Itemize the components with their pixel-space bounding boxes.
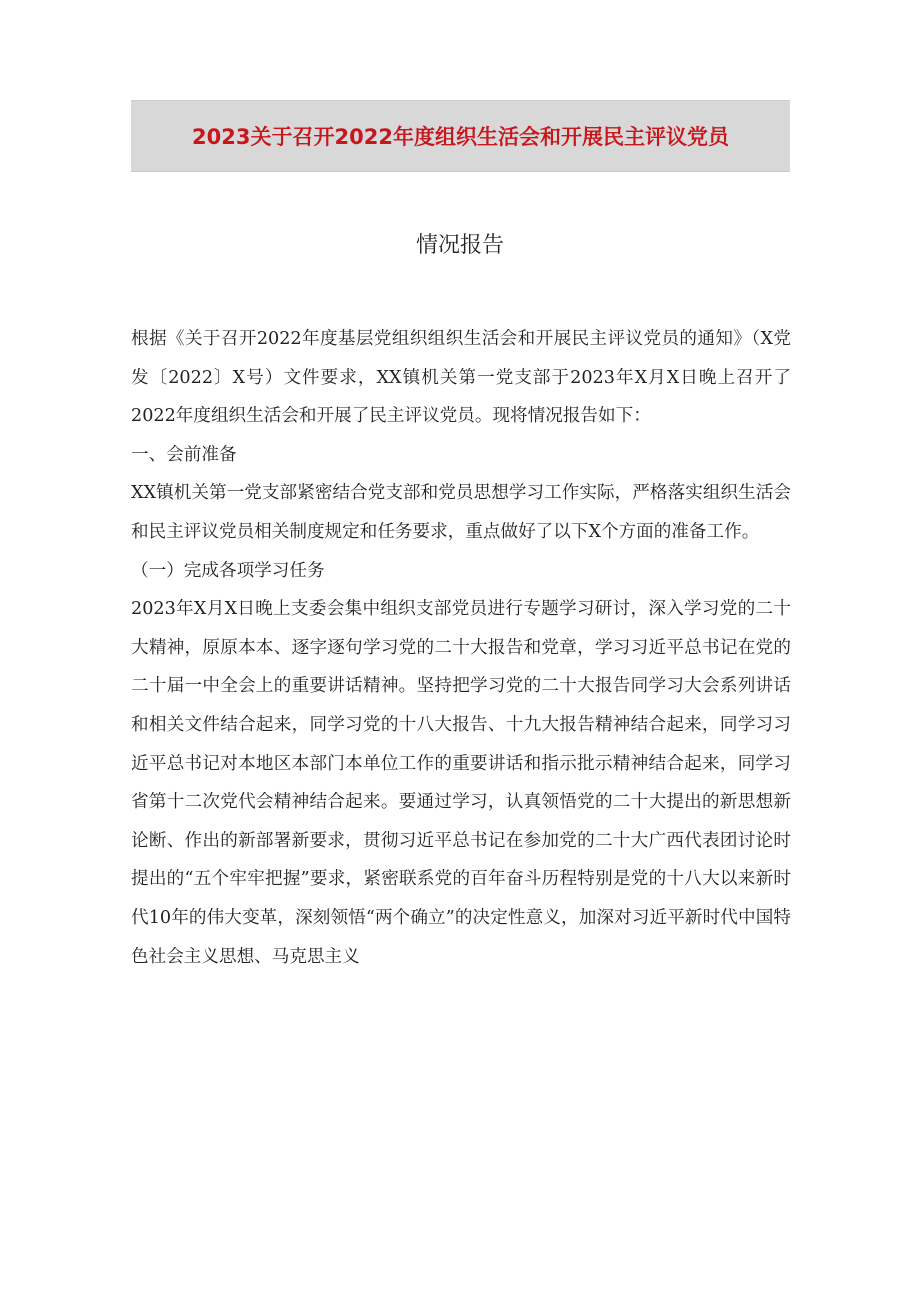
title-banner <box>131 100 790 172</box>
section-heading-preparation: 一、会前准备 <box>131 444 237 465</box>
subsection-heading-study: （一）完成各项学习任务 <box>131 560 325 581</box>
document-title: 2023关于召开2022年度组织生活会和开展民主评议党员 <box>192 125 729 149</box>
paragraph-study: 2023年X月X日晚上支委会集中组织支部党员进行专题学习研讨，深入学习党的二十大精神，原原本本、逐字逐句学习党的二十大报告和党章，学习习近平总书记在党的二十届一中全会上的重要讲话精神。坚持把学习党的二十大报告同学习大会系列讲话和相关文件结合起来，同学习党的十八大报告、十九大报告精神结合起来，同学习习近平总书记对本地区本部门本单位工作的重要讲话和指示批示精神结合起来，同学习省第十二次党代会精神结合起来。要通过学习，认真领悟党的二十大提出的新思想新论断、作出的新部署新要求，贯彻习近平总书记在参加党的二十大广西代表团讨论时提出的“五个牢牢把握”要求，紧密联系党的百年奋斗历程特别是党的十八大以来新时代10年的伟大变革，深刻领悟“两个确立”的决定性意义，加深对习近平新时代中国特色社会主义思想、马克思主义 <box>131 599 791 967</box>
document-subtitle: 情况报告 <box>415 233 504 258</box>
paragraph-intro: 根据《关于召开2022年度基层党组织组织生活会和开展民主评议党员的通知》（X党发〔2022〕X号）文件要求，XX镇机关第一党支部于2023年X月X日晚上召开了2022年度组织生活会和开展了民主评议党员。现将情况报告如下： <box>131 329 791 427</box>
document-body <box>131 320 791 976</box>
paragraph-preparation: XX镇机关第一党支部紧密结合党支部和党员思想学习工作实际，严格落实组织生活会和民主评议党员相关制度规定和任务要求，重点做好了以下X个方面的准备工作。 <box>131 483 791 542</box>
